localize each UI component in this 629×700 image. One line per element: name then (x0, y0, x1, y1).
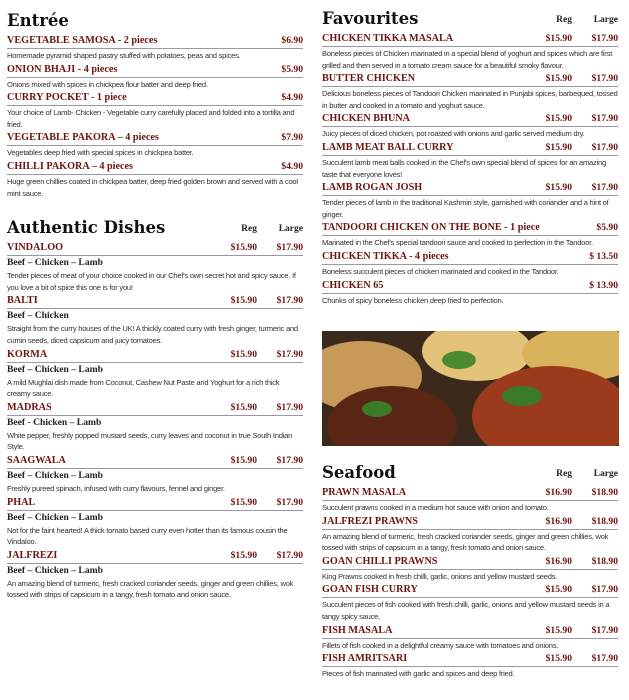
price-regular: $15.90 (230, 401, 257, 413)
price-regular: $15.90 (545, 141, 572, 153)
price: $ 13.90 (589, 279, 618, 291)
large-column-header: Large (593, 15, 618, 25)
item-description: Fillets of fish cooked in a delightful creamy sauce with tomatoes and onions. (322, 640, 559, 650)
item-name: PRAWN MASALA (322, 487, 407, 498)
price: $7.90 (281, 132, 303, 144)
price-large: $17.90 (591, 584, 618, 596)
item-description: Marinated in the Chef's special tandoori sauce and cooked to perfection in the Tandoor. (322, 238, 593, 248)
item-name: CHICKEN BHUNA (322, 113, 411, 125)
item-name: TANDOORI CHICKEN ON THE BONE - 1 piece (322, 222, 540, 234)
section-header (322, 458, 618, 482)
item-description: Succulent lamb meat balls cooked in the Chef's own special blend of spices for an amazing taste that everyone loves! (322, 157, 606, 179)
price-large: $17.90 (276, 348, 303, 360)
menu-item (322, 251, 618, 278)
price-large: $17.90 (591, 141, 618, 153)
item-description: King Prawns cooked in fresh chilli, garlic, onions and yellow mustard seeds. (322, 571, 558, 581)
price-large: $17.90 (276, 401, 303, 413)
menu-item (7, 349, 303, 400)
right-column (322, 4, 618, 308)
item-description: Huge green chillies coated in chickpea batter, deep fried golden brown and served with a cool mint sauce. (7, 176, 298, 198)
item-description: Chunks of spicy boneless chicken deep fried to perfection. (322, 295, 504, 305)
meat-options: Beef – Chicken (7, 310, 69, 322)
menu-item (7, 161, 303, 199)
item-description: Your choice of Lamb- Chicken - Vegetable curry carefully placed and folded into a tortilla and fried. (7, 108, 295, 129)
item-row (322, 222, 618, 236)
item-row (7, 92, 303, 106)
section-header (7, 6, 303, 30)
menu-item (322, 280, 618, 307)
item-name: KORMA (7, 348, 48, 360)
item-name: JALFREZI (7, 549, 58, 561)
section-seafood (322, 458, 618, 680)
item-name: CHICKEN 65 (322, 279, 384, 291)
menu-item (322, 33, 618, 71)
menu-item (322, 653, 618, 680)
item-description: Boneless pieces of Chicken marinated in a special blend of yoghurt and spices which are first grilled and then served in a tomato cream sauce for a beautiful smoky flavour. (322, 49, 612, 70)
section-title: Entrée (7, 11, 69, 30)
item-row (7, 550, 303, 564)
price-large: $18.90 (591, 555, 618, 567)
item-row (7, 132, 303, 146)
item-row (322, 487, 618, 501)
item-description: Delicious boneless pieces of Tandoori Chicken marinated in Punjabi spices, barbequed, tossed in butter and cooked in a tomato and yoghurt sauce. (322, 89, 618, 110)
menu-item (7, 242, 303, 293)
seafood-column (322, 458, 618, 682)
menu-item (7, 64, 303, 91)
section-title: Seafood (322, 463, 396, 482)
price-large: $17.90 (276, 454, 303, 466)
menu-item (7, 550, 303, 601)
price-large: $17.90 (276, 295, 303, 307)
item-name: CHILLI PAKORA – 4 pieces (7, 160, 134, 172)
price: $5.90 (596, 222, 618, 234)
item-description: Not for the faint hearted! A thick tomato based curry even hotter than its famous cousin the Vindaloo. (7, 525, 288, 547)
item-row (322, 182, 618, 196)
item-row (7, 161, 303, 175)
item-row (322, 516, 618, 530)
menu-item (322, 487, 618, 514)
item-name: GOAN FISH CURRY (322, 584, 418, 596)
item-description: Vegetables deep fried with special spices in chickpea batter. (7, 148, 194, 158)
price: $4.90 (281, 160, 303, 172)
item-name: LAMB MEAT BALL CURRY (322, 141, 454, 153)
price-regular: $15.90 (230, 454, 257, 466)
item-description: Onions mixed with spices in chickpea flour batter and deep fried. (7, 79, 208, 89)
menu-item (7, 35, 303, 62)
price-large: $17.90 (591, 113, 618, 125)
meat-options: Beef - Chicken – Lamb (7, 416, 102, 428)
item-row (322, 251, 618, 265)
section-header (7, 213, 303, 237)
menu-item (7, 132, 303, 159)
item-name: CURRY POCKET - 1 piece (7, 92, 127, 104)
menu-item (7, 295, 303, 346)
price-regular: $15.90 (545, 584, 572, 596)
item-description: Succulent prawns cooked in a medium hot sauce with onion and tomato. (322, 503, 549, 512)
price-large: $17.90 (591, 624, 618, 636)
item-row (322, 625, 618, 639)
item-row (322, 653, 618, 667)
item-row (7, 35, 303, 49)
item-name: VINDALOO (7, 242, 64, 254)
item-row (7, 242, 303, 256)
section-title: Favourites (322, 9, 419, 28)
price-large: $17.90 (276, 242, 303, 254)
price-regular: $15.90 (545, 624, 572, 636)
meat-options: Beef – Chicken – Lamb (7, 511, 103, 523)
menu-item (322, 556, 618, 583)
item-description: Succulent pieces of fish cooked with fresh chilli, garlic, onions and yellow mustard seeds in a tangy spicy sauce. (322, 600, 610, 621)
item-description: A mild Mughlai dish made from Coconut, Cashew Nut Paste and Yoghurt for a rich thick creamy sauce. (7, 377, 280, 399)
menu-item (322, 73, 618, 111)
meat-options: Beef – Chicken – Lamb (7, 469, 103, 481)
item-row (7, 455, 303, 469)
menu-item (322, 113, 618, 140)
item-description: An amazing blend of turmeric, fresh cracked coriander seeds, ginger and green chillies, wok tossed with strips of capsicum in a tangy, fresh tomato and onion sauce. (322, 531, 609, 553)
menu-item (322, 142, 618, 180)
item-row (7, 295, 303, 309)
menu-item (322, 625, 618, 652)
price: $6.90 (281, 35, 303, 46)
meat-options: Beef – Chicken – Lamb (7, 564, 103, 576)
item-name: GOAN CHILLI PRAWNS (322, 555, 438, 567)
menu-item (7, 455, 303, 495)
price-regular: $15.90 (230, 242, 257, 254)
price-regular: $15.90 (545, 113, 572, 125)
item-name: FISH AMRITSARI (322, 653, 408, 665)
price-regular: $15.90 (230, 549, 257, 561)
item-description: Homemade pyramid shaped pastry stuffed with potatoes, peas and spices. (7, 51, 241, 60)
section-favourites (322, 4, 618, 306)
price-large: $17.90 (276, 496, 303, 508)
price: $4.90 (281, 92, 303, 104)
reg-column-header: Reg (556, 15, 572, 25)
item-row (7, 64, 303, 78)
item-description: Tender pieces of meat of your choice cooked in our Chef's own secret hot and spicy sauce. If you love a bit of spice this one is for you! (7, 271, 296, 292)
item-row (322, 142, 618, 156)
price-regular: $15.90 (545, 73, 572, 85)
price-large: $17.90 (591, 182, 618, 194)
section-authentic-dishes (7, 213, 303, 601)
food-photo (322, 331, 619, 446)
price: $ 13.50 (589, 250, 618, 262)
item-row (322, 280, 618, 294)
price-regular: $15.90 (230, 348, 257, 360)
menu-item (322, 222, 618, 249)
item-row (7, 402, 303, 416)
item-name: BUTTER CHICKEN (322, 73, 416, 85)
meat-options: Beef – Chicken – Lamb (7, 363, 103, 375)
item-description: Juicy pieces of diced chicken, pot roasted with onions and garlic served medium dry. (322, 129, 585, 139)
price: $5.90 (281, 63, 303, 75)
menu-item (322, 182, 618, 220)
item-row (322, 33, 618, 47)
item-row (322, 73, 618, 87)
item-row (7, 349, 303, 363)
menu-item (7, 497, 303, 548)
item-name: SAAGWALA (7, 454, 66, 466)
price-large: $18.90 (591, 515, 618, 527)
reg-column-header: Reg (241, 224, 257, 235)
item-description: Tender pieces of lamb in the traditional Kashmiri style, garnished with coriander and a hint of ginger. (322, 198, 609, 219)
item-description: An amazing blend of turmeric, fresh cracked coriander seeds, ginger and green chillies, wok tossed with strips of capsicum in a tangy, fresh tomato and onion sauce. (7, 578, 294, 600)
price-large: $17.90 (591, 653, 618, 665)
item-description: White pepper, freshly popped mustard seeds, curry leaves and coconut in true South Indian Style. (7, 430, 293, 452)
price-regular: $15.90 (230, 295, 257, 307)
menu-item (322, 516, 618, 554)
item-name: FISH MASALA (322, 624, 393, 636)
price-regular: $16.90 (545, 555, 572, 567)
menu-item (7, 402, 303, 453)
price-regular: $15.90 (545, 33, 572, 44)
reg-column-header: Reg (556, 469, 572, 479)
menu-item (7, 92, 303, 130)
item-name: VEGETABLE SAMOSA - 2 pieces (7, 35, 158, 46)
item-name: LAMB ROGAN JOSH (322, 182, 423, 194)
item-row (322, 113, 618, 127)
large-column-header: Large (278, 224, 303, 235)
price-regular: $15.90 (545, 653, 572, 665)
price-large: $18.90 (591, 487, 618, 498)
left-column (7, 6, 303, 603)
item-name: JALFREZI PRAWNS (322, 515, 418, 527)
item-name: CHICKEN TIKKA - 4 pieces (322, 250, 449, 262)
price-regular: $16.90 (545, 487, 572, 498)
section-header (322, 4, 618, 28)
item-description: Pieces of fish marinated with garlic and spices and deep fried. (322, 669, 515, 679)
section-title: Authentic Dishes (7, 218, 166, 238)
price-large: $17.90 (591, 33, 618, 44)
price-large: $17.90 (276, 549, 303, 561)
section-entree (7, 6, 303, 199)
item-name: MADRAS (7, 401, 52, 413)
menu-item (322, 584, 618, 622)
price-large: $17.90 (591, 73, 618, 85)
item-name: CHICKEN TIKKA MASALA (322, 33, 454, 44)
item-name: VEGETABLE PAKORA – 4 pieces (7, 132, 159, 144)
price-regular: $15.90 (545, 182, 572, 194)
meat-options: Beef – Chicken – Lamb (7, 257, 103, 269)
item-row (322, 584, 618, 598)
item-name: ONION BHAJI - 4 pieces (7, 63, 118, 75)
price-regular: $16.90 (545, 515, 572, 527)
item-name: BALTI (7, 295, 38, 307)
item-row (322, 556, 618, 570)
item-description: Boneless succulent pieces of chicken marinated and cooked in the Tandoor. (322, 266, 559, 276)
item-description: Straight from the curry houses of the UK! A thickly coated curry with fresh ginger, turmeric and cumin seeds, diced capsicum and juicy tomatoes. (7, 324, 298, 345)
large-column-header: Large (593, 469, 618, 479)
price-regular: $15.90 (230, 496, 257, 508)
item-name: PHAL (7, 496, 36, 508)
item-row (7, 497, 303, 511)
item-description: Freshly pureed spinach, infused with curry flavours, fennel and ginger. (7, 483, 225, 493)
